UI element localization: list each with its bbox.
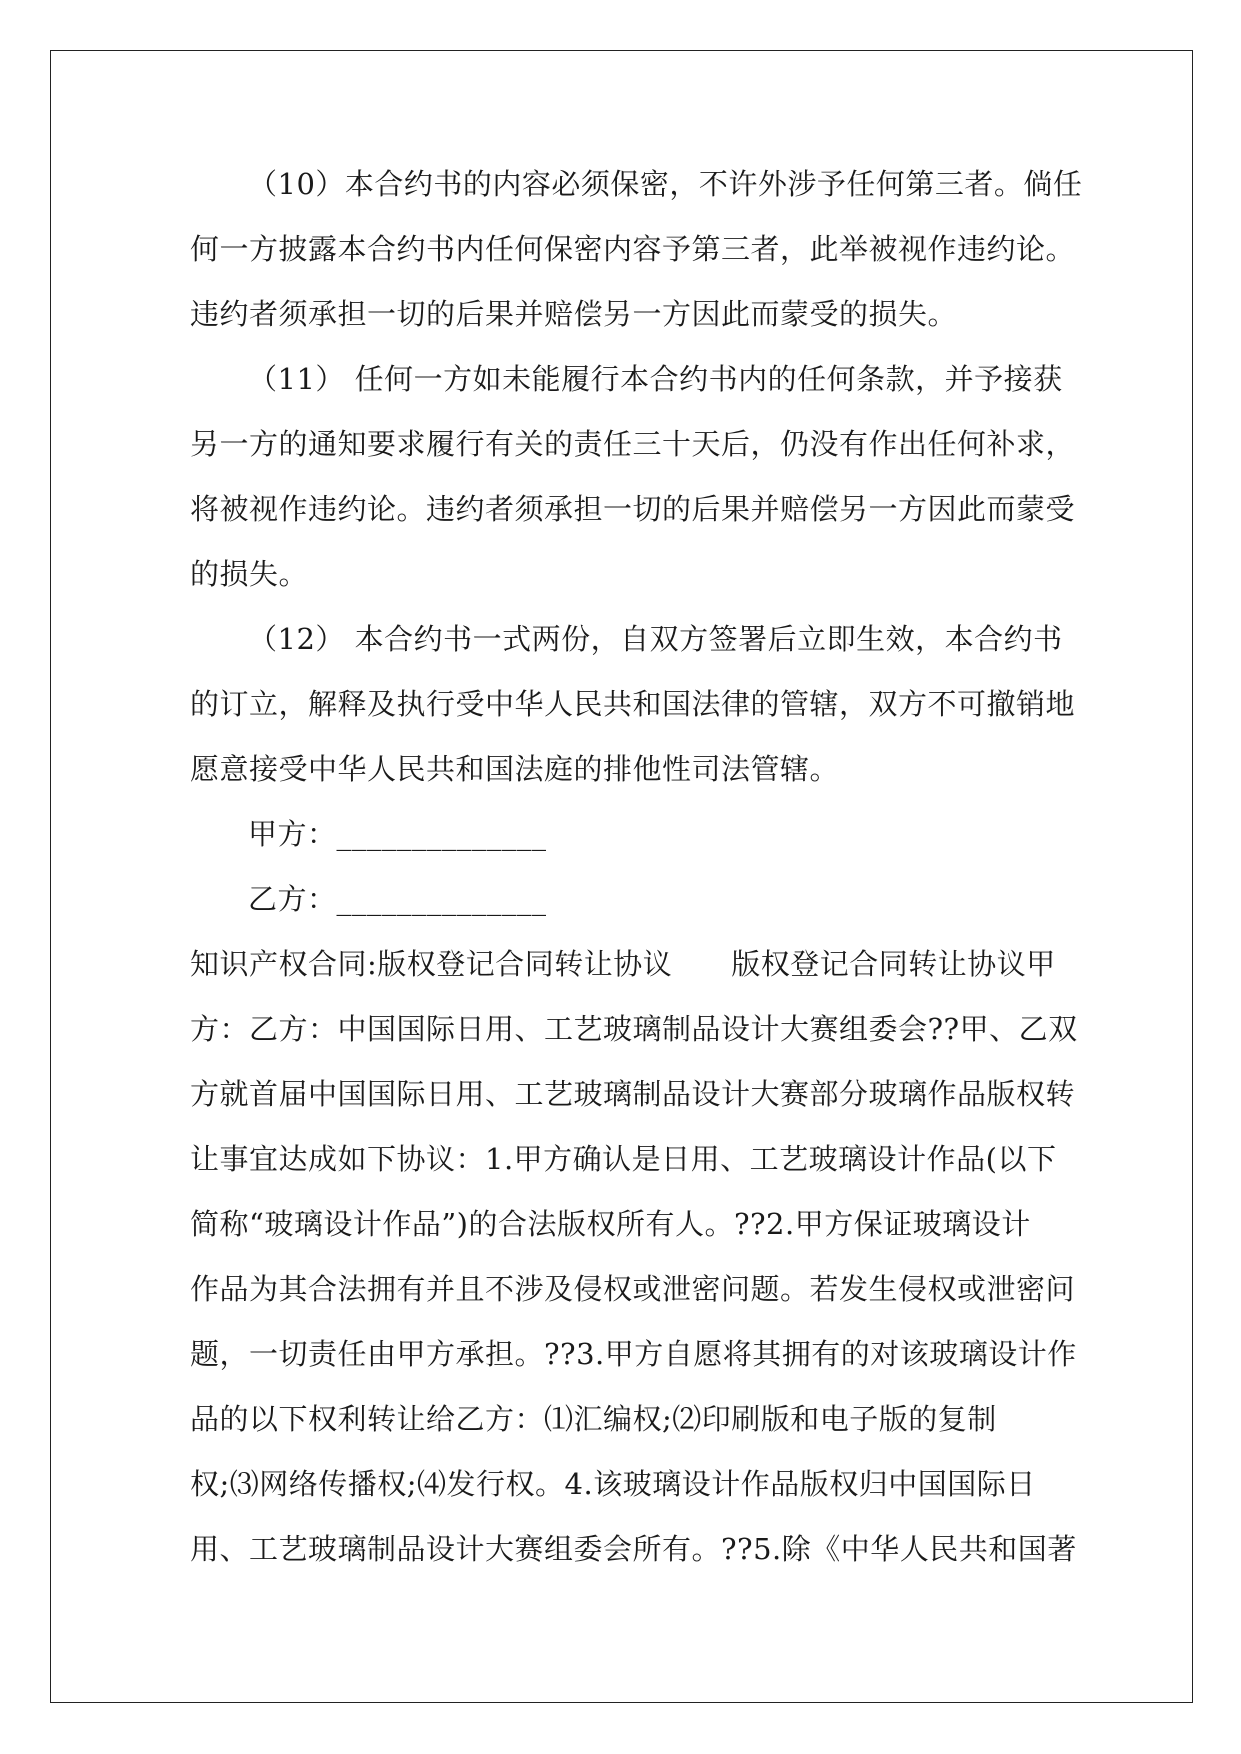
agreement-line-10: 用、工艺玻璃制品设计大赛组委会所有。??5.除《中华人民共和国著 (190, 1532, 1077, 1566)
document-body (190, 152, 1083, 1582)
agreement-line-5: 简称“玻璃设计作品”)的合法版权所有人。??2.甲方保证玻璃设计 (190, 1207, 1031, 1241)
clause-11-line-2: 另一方的通知要求履行有关的责任三十天后，仍没有作出任何补求， (190, 427, 1076, 461)
agreement-line-8: 品的以下权利转让给乙方：⑴汇编权;⑵印刷版和电子版的复制 (190, 1402, 997, 1436)
agreement-line-3: 方就首届中国国际日用、工艺玻璃制品设计大赛部分玻璃作品版权转 (190, 1077, 1076, 1111)
clause-11-line-4: 的损失。 (190, 557, 309, 591)
clause-10-line-3: 违约者须承担一切的后果并赔偿另一方因此而蒙受的损失。 (190, 297, 958, 331)
clause-10-line-1: （10）本合约书的内容必须保密，不许外涉予任何第三者。倘任 (248, 167, 1083, 201)
party-b-signature-line: 乙方：______________ (248, 882, 547, 916)
clause-12-line-2: 的订立，解释及执行受中华人民共和国法律的管辖，双方不可撤销地 (190, 687, 1076, 721)
agreement-line-1: 知识产权合同:版权登记合同转让协议 版权登记合同转让协议甲 (190, 947, 1056, 981)
agreement-line-9: 权;⑶网络传播权;⑷发行权。4.该玻璃设计作品版权归中国国际日 (190, 1467, 1036, 1501)
clause-10-line-2: 何一方披露本合约书内任何保密内容予第三者，此举被视作违约论。 (190, 232, 1076, 266)
clause-12-line-3: 愿意接受中华人民共和国法庭的排他性司法管辖。 (190, 752, 840, 786)
agreement-line-4: 让事宜达成如下协议：1.甲方确认是日用、工艺玻璃设计作品(以下 (190, 1142, 1057, 1176)
agreement-line-7: 题，一切责任由甲方承担。??3.甲方自愿将其拥有的对该玻璃设计作 (190, 1337, 1077, 1371)
party-a-signature-line: 甲方：______________ (248, 817, 547, 851)
clause-11-line-3: 将被视作违约论。违约者须承担一切的后果并赔偿另一方因此而蒙受 (190, 492, 1076, 526)
agreement-line-2: 方：乙方：中国国际日用、工艺玻璃制品设计大赛组委会??甲、乙双 (190, 1012, 1078, 1046)
clause-12-line-1: （12） 本合约书一式两份，自双方签署后立即生效，本合约书 (248, 622, 1063, 656)
clause-11-line-1: （11） 任何一方如未能履行本合约书内的任何条款，并予接获 (248, 362, 1063, 396)
agreement-line-6: 作品为其合法拥有并且不涉及侵权或泄密问题。若发生侵权或泄密问 (190, 1272, 1076, 1306)
